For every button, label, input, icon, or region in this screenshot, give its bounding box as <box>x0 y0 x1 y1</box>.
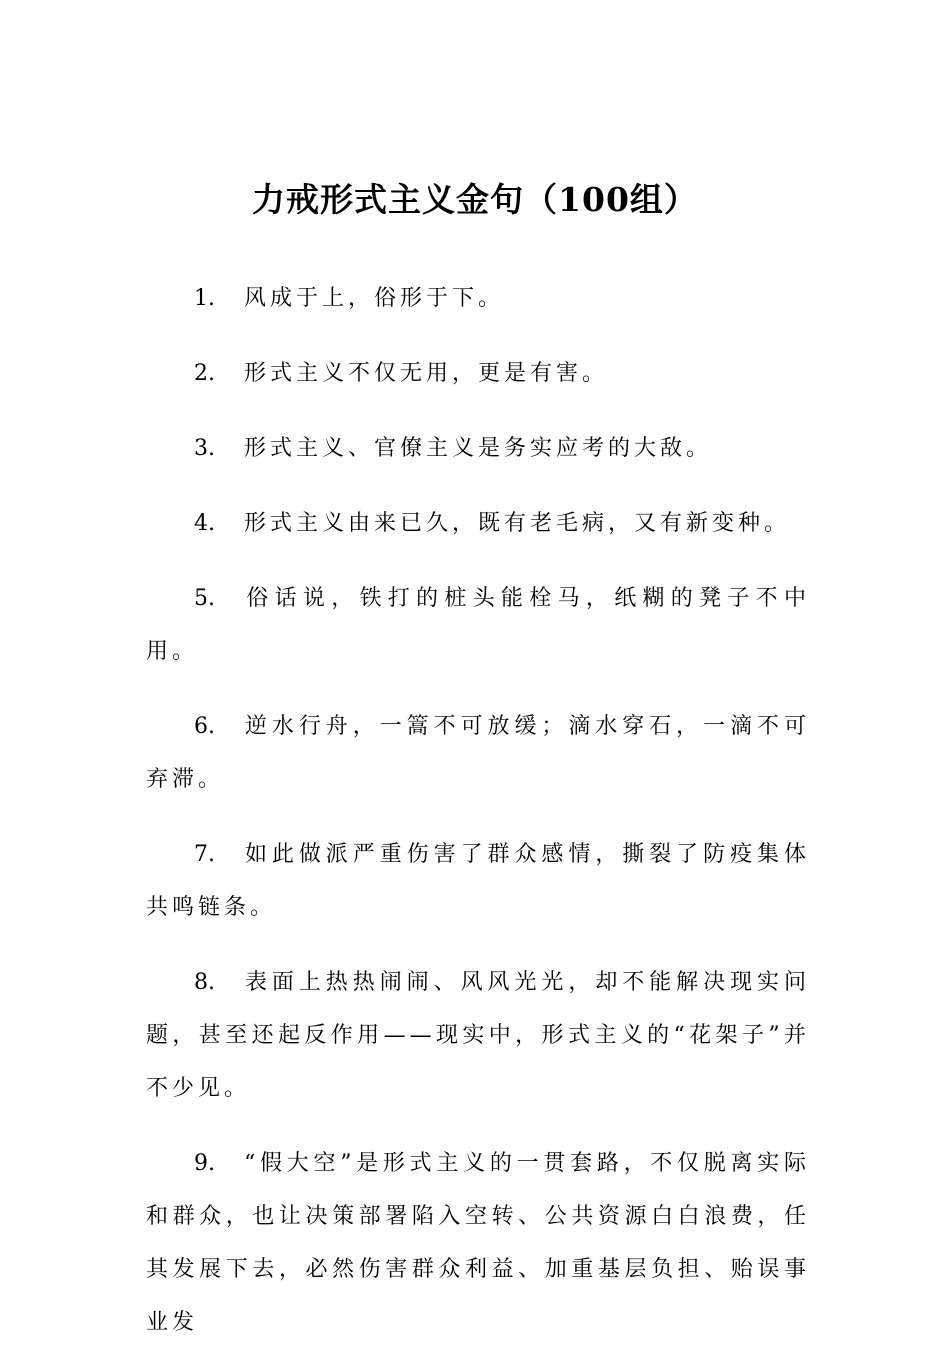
item-number: 4. <box>194 511 215 536</box>
item-text: 形式主义由来已久，既有老毛病，又有新变种。 <box>244 511 791 536</box>
item-number: 2. <box>194 361 215 386</box>
item-number: 1. <box>194 286 215 311</box>
list-item <box>146 497 810 550</box>
item-text: “假大空”是形式主义的一贯套路，不仅脱离实际和群众，也让决策部署陷入空转、公共资源白白浪费，任其发展下去，必然伤害群众利益、加重基层负担、贻误事业发 <box>146 1151 810 1335</box>
list-item <box>146 347 810 400</box>
item-text: 形式主义不仅无用，更是有害。 <box>244 361 609 386</box>
item-number: 3. <box>194 436 215 461</box>
list-item <box>146 272 810 325</box>
item-number: 6. <box>194 714 215 739</box>
quote-list <box>146 272 810 1371</box>
item-text: 如此做派严重伤害了群众感情，撕裂了防疫集体共鸣链条。 <box>146 842 810 920</box>
list-item <box>146 422 810 475</box>
list-item <box>146 956 810 1115</box>
item-number: 7. <box>194 842 215 867</box>
item-text: 俗话说，铁打的桩头能栓马，纸糊的凳子不中用。 <box>146 586 810 664</box>
item-text: 逆水行舟，一篙不可放缓；滴水穿石，一滴不可弃滞。 <box>146 714 810 792</box>
item-number: 5. <box>194 586 215 611</box>
item-number: 8. <box>194 970 215 995</box>
document-title: 力戒形式主义金句（100组） <box>252 180 698 219</box>
item-number: 9. <box>194 1151 215 1176</box>
list-item <box>146 572 810 678</box>
item-text: 形式主义、官僚主义是务实应考的大敌。 <box>244 436 713 461</box>
item-text: 风成于上，俗形于下。 <box>244 286 505 311</box>
item-text: 表面上热热闹闹、风风光光，却不能解决现实问题，甚至还起反作用——现实中，形式主义的“花架子”并不少见。 <box>146 970 810 1101</box>
list-item <box>146 828 810 934</box>
list-item <box>146 700 810 806</box>
list-item <box>146 1137 810 1349</box>
